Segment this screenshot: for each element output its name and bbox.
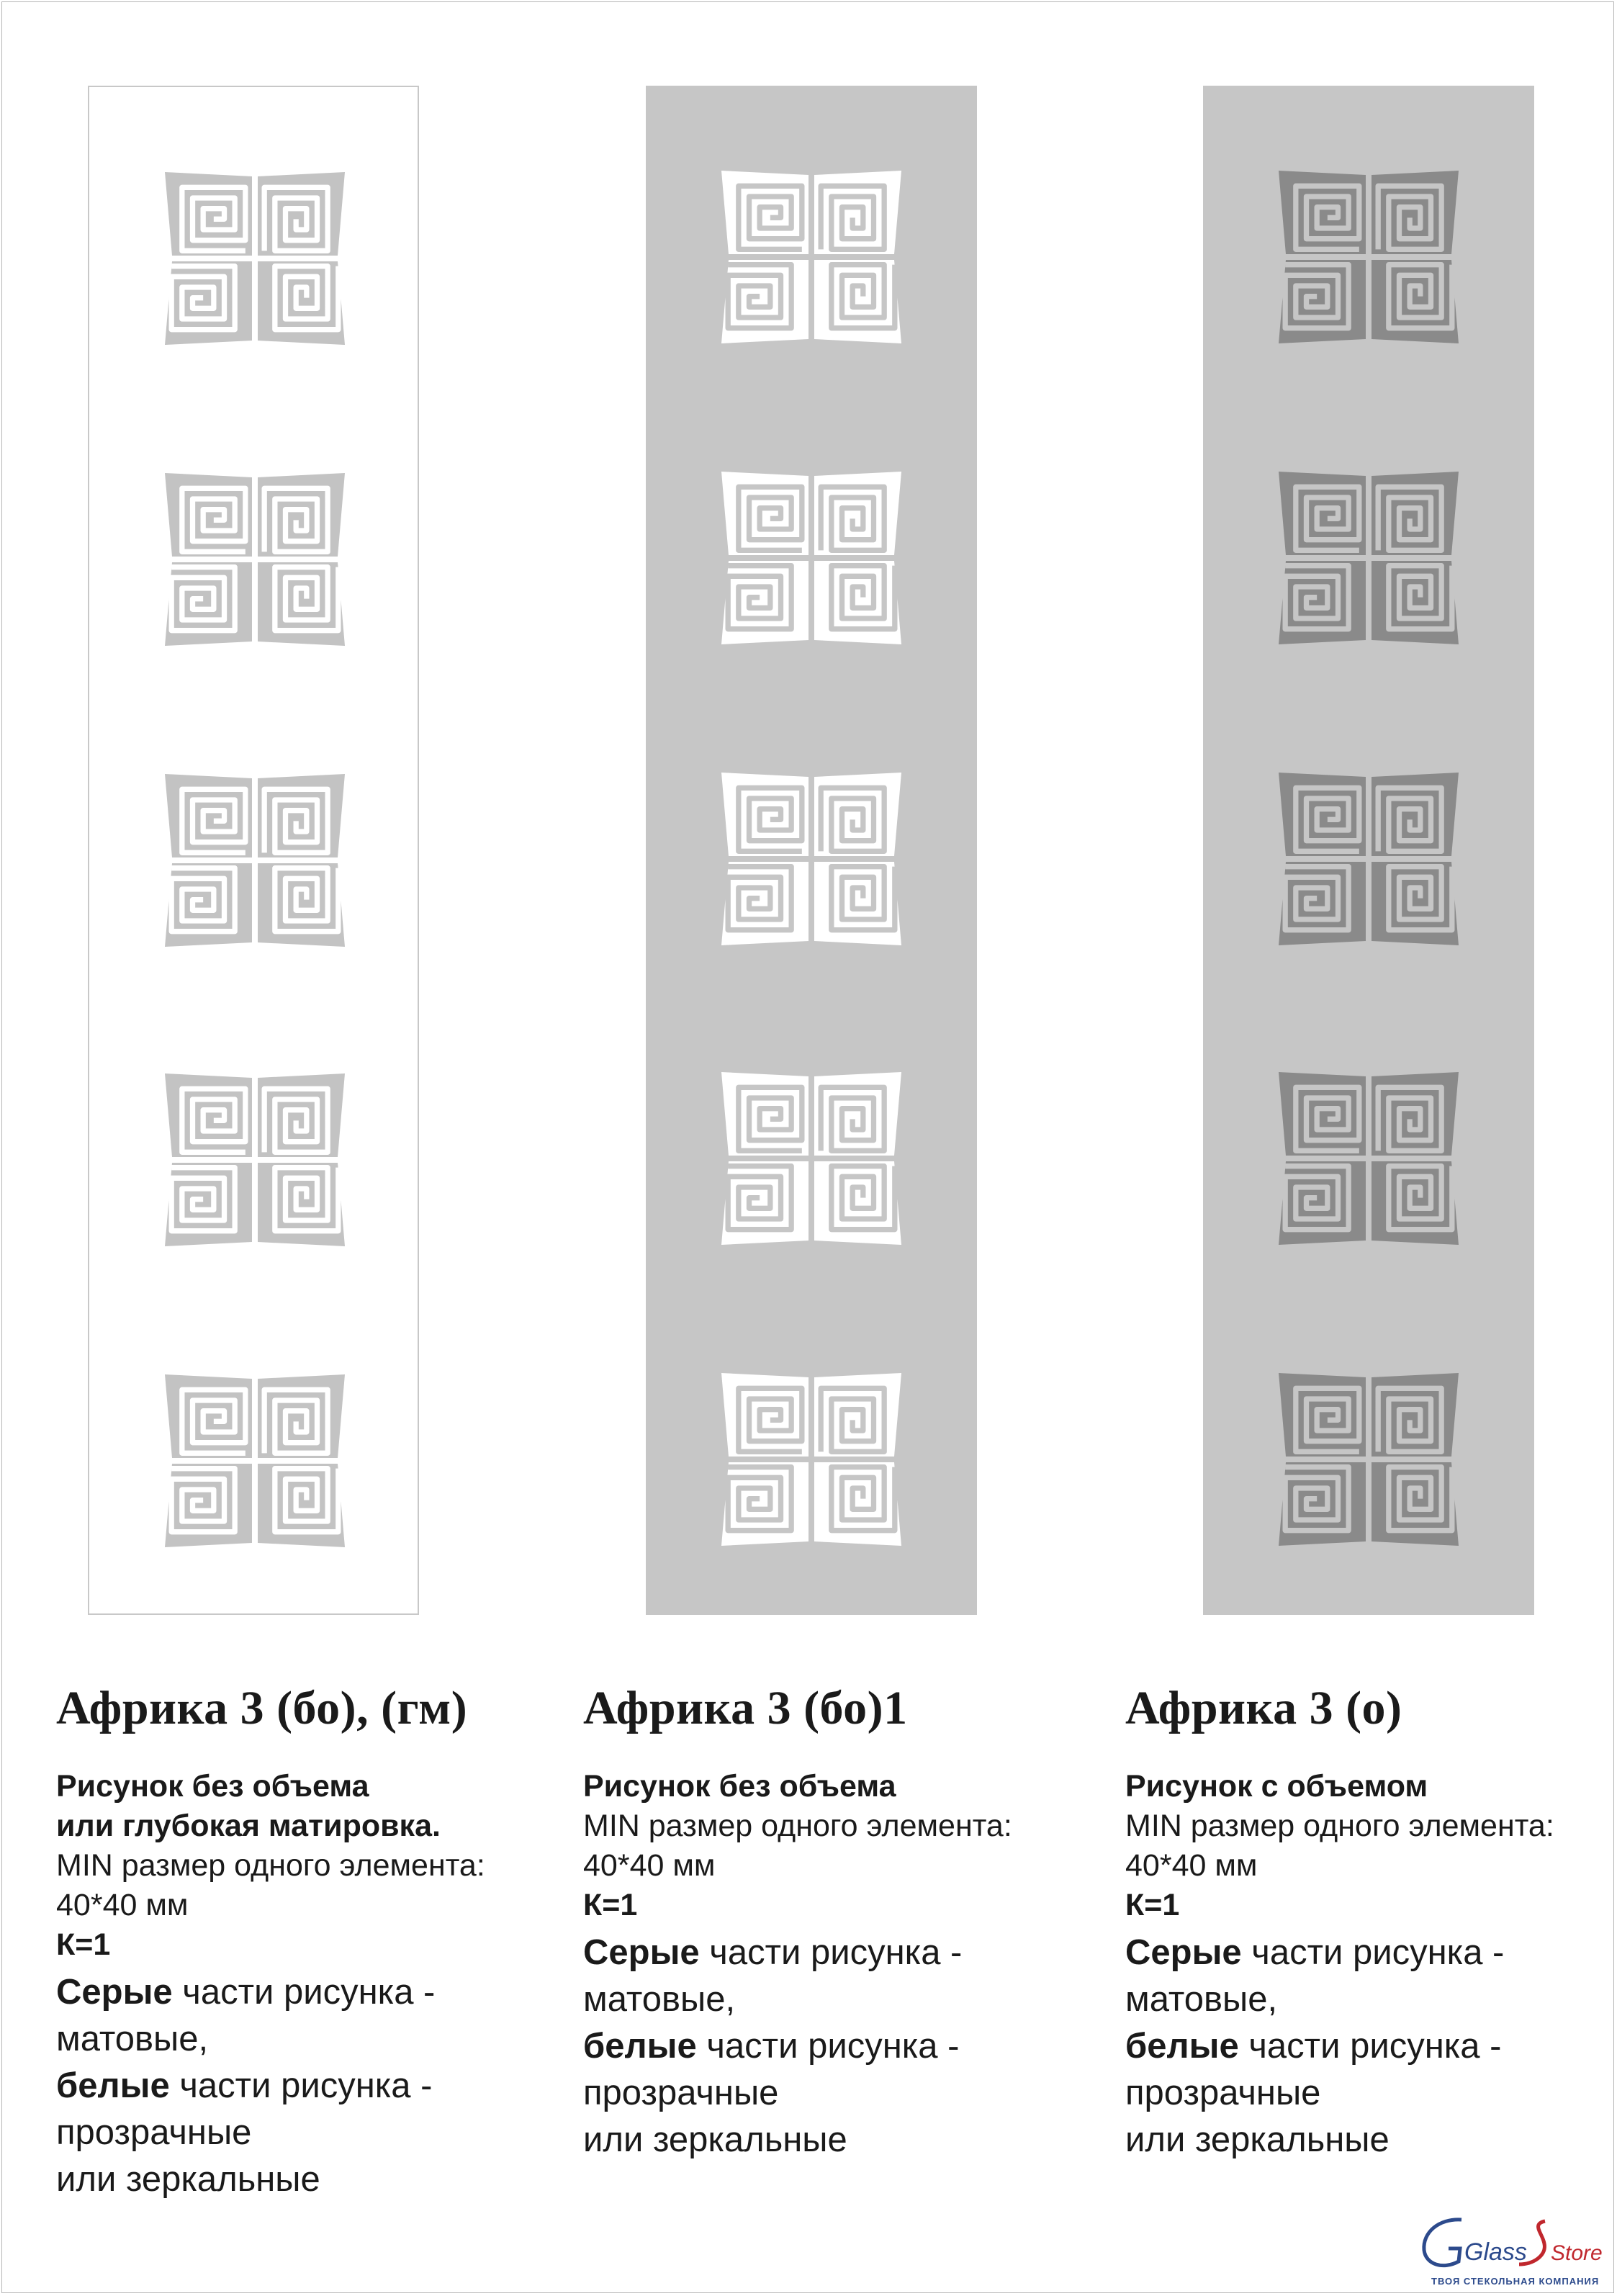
description-column-2	[583, 1682, 1102, 2164]
white-word: белые	[1125, 2027, 1239, 2066]
color-legend	[1125, 1930, 1617, 2164]
min-size-value: 40*40 мм	[583, 1848, 716, 1883]
white-desc: или зеркальные	[1125, 2120, 1389, 2159]
logo-brand-left: Glass	[1464, 2238, 1527, 2266]
spiral-tile	[165, 1073, 345, 1246]
min-size-label: MIN размер одного элемента:	[56, 1848, 485, 1883]
white-desc: или зеркальные	[583, 2120, 847, 2159]
white-desc: прозрачные	[583, 2074, 779, 2112]
spiral-tile	[1279, 171, 1459, 343]
logo-g-mark	[1424, 2220, 1461, 2266]
min-size-label: MIN размер одного элемента:	[583, 1809, 1012, 1843]
gray-rest: части рисунка -	[699, 1933, 963, 1972]
white-rest: части рисунка -	[1238, 2027, 1502, 2066]
logo-brand-right: Store	[1551, 2241, 1603, 2265]
pattern-panel-dark-pattern	[1203, 86, 1534, 1615]
coefficient: К=1	[583, 1888, 638, 1922]
design-info	[1125, 1767, 1617, 1925]
color-legend	[583, 1930, 1102, 2164]
design-type-line: Рисунок без объема	[583, 1769, 896, 1804]
pattern-panel-white	[88, 86, 419, 1615]
color-legend	[56, 1969, 575, 2203]
gray-rest: части рисунка -	[172, 1973, 436, 2012]
white-word: белые	[56, 2066, 170, 2105]
gray-desc: матовые,	[56, 2020, 209, 2058]
design-title: Африка 3 (бо)1	[583, 1682, 908, 1734]
min-size-value: 40*40 мм	[1125, 1848, 1258, 1883]
white-rest: части рисунка -	[696, 2027, 960, 2066]
logo-tagline: ТВОЯ СТЕКОЛЬНАЯ КОМПАНИЯ	[1431, 2276, 1600, 2287]
spiral-tile	[165, 1374, 345, 1547]
white-desc: или зеркальные	[56, 2160, 320, 2199]
spiral-tile	[721, 1373, 901, 1546]
spiral-tile	[1279, 773, 1459, 945]
design-type-line: Рисунок без объема	[56, 1769, 369, 1804]
coefficient: К=1	[1125, 1888, 1180, 1922]
spiral-tile	[165, 172, 345, 345]
panel-svg	[646, 86, 977, 1615]
white-word: белые	[583, 2027, 697, 2066]
panel-svg	[89, 87, 420, 1616]
pattern-panel-light-gray	[646, 86, 977, 1615]
white-desc: прозрачные	[1125, 2074, 1321, 2112]
min-size-label: MIN размер одного элемента:	[1125, 1809, 1554, 1843]
design-title: Африка 3 (бо), (гм)	[56, 1682, 468, 1734]
gray-rest: части рисунка -	[1241, 1933, 1505, 1972]
gray-desc: матовые,	[1125, 1980, 1278, 2019]
design-type-line: Рисунок с объемом	[1125, 1769, 1428, 1804]
description-column-3	[1125, 1682, 1617, 2164]
spiral-tile	[1279, 1373, 1459, 1546]
gray-desc: матовые,	[583, 1980, 736, 2019]
gray-word: Серые	[1125, 1933, 1242, 1972]
spiral-tile	[1279, 472, 1459, 644]
spiral-tile	[721, 472, 901, 644]
panel-svg	[1203, 86, 1534, 1615]
spiral-tile	[165, 774, 345, 947]
spiral-tile	[721, 1072, 901, 1245]
min-size-value: 40*40 мм	[56, 1888, 189, 1922]
design-info	[583, 1767, 1102, 1925]
spiral-tile	[721, 171, 901, 343]
design-info	[56, 1767, 575, 1965]
gray-word: Серые	[583, 1933, 700, 1972]
spiral-tile	[721, 773, 901, 945]
design-title: Африка 3 (о)	[1125, 1682, 1402, 1734]
spiral-tile	[1279, 1072, 1459, 1245]
gray-word: Серые	[56, 1973, 173, 2012]
design-type-line: или глубокая матировка.	[56, 1809, 441, 1843]
description-column-1	[56, 1682, 575, 2203]
white-desc: прозрачные	[56, 2113, 252, 2152]
coefficient: К=1	[56, 1927, 111, 1962]
glass-store-logo	[1417, 2214, 1611, 2293]
white-rest: части рисунка -	[169, 2066, 433, 2105]
spiral-tile	[165, 473, 345, 646]
